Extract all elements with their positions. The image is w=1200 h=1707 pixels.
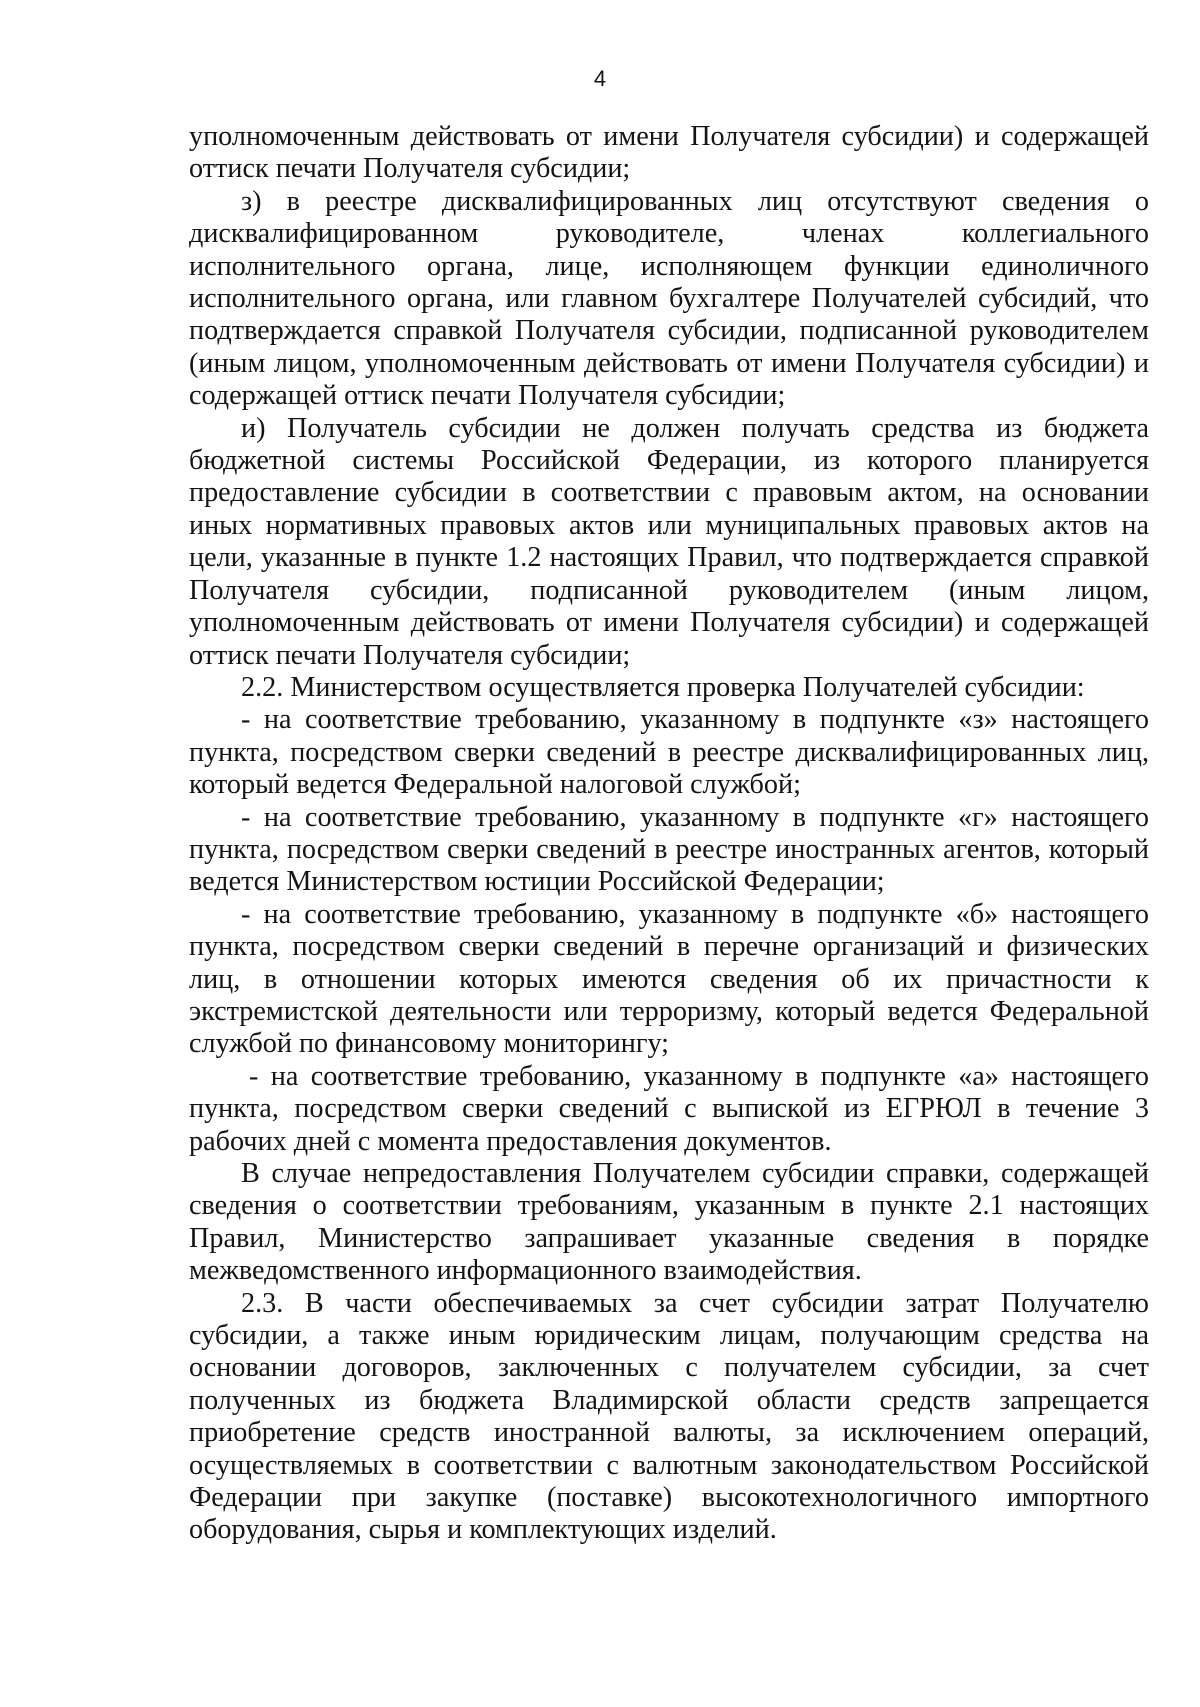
paragraph-section-2-2: 2.2. Министерством осуществляется проверка Получателей субсидии: [241, 671, 1085, 703]
paragraph-item-z: з) в реестре дисквалифицированных лиц отсутствуют сведения о дисквалифицированном руководителе, членах коллегиального исполнительного органа, лице, исполняющем функции единоличного исполнительного органа, или главном бухгалтере Получателей субсидий, что подтверждается справкой Получателя субсидии, подписанной руководителем (иным лицом, уполномоченным действовать от имени Получателя субсидии) и содержащей оттиск печати Получателя субсидии; [189, 185, 1149, 412]
paragraph-check-z: - на соответствие требованию, указанному в подпункте «з» настоящего пункта, посредством сверки сведений в реестре дисквалифицированных лиц, который ведется Федеральной налоговой службой; [189, 704, 1149, 801]
paragraph-check-g: - на соответствие требованию, указанному в подпункте «г» настоящего пункта, посредством сверки сведений в реестре иностранных агентов, который ведется Министерством юстиции Российской Федерации; [189, 801, 1149, 898]
document-body [189, 121, 1149, 1547]
paragraph-section-2-3: 2.3. В части обеспечиваемых за счет субсидии затрат Получателю субсидии, а также иным юридическим лицам, получающим средства на основании договоров, заключенных с получателем субсидии, за счет полученных из бюджета Владимирской области средств запрещается приобретение средств иностранной валюты, за исключением операций, осуществляемых в соответствии с валютным законодательством Российской Федерации при закупке (поставке) высокотехнологичного импортного оборудования, сырья и комплектующих изделий. [189, 1287, 1149, 1546]
paragraph-check-b: - на соответствие требованию, указанному в подпункте «б» настоящего пункта, посредством сверки сведений в перечне организаций и физических лиц, в отношении которых имеются сведения об их причастности к экстремистской деятельности или терроризму, который ведется Федеральной службой по финансовому мониторингу; [189, 898, 1149, 1060]
paragraph-item-i: и) Получатель субсидии не должен получать средства из бюджета бюджетной системы Российской Федерации, из которого планируется предоставление субсидии в соответствии с правовым актом, на основании иных нормативных правовых актов или муниципальных правовых актов на цели, указанные в пункте 1.2 настоящих Правил, что подтверждается справкой Получателя субсидии, подписанной руководителем (иным лицом, уполномоченным действовать от имени Получателя субсидии) и содержащей оттиск печати Получателя субсидии; [189, 412, 1149, 671]
paragraph-check-a: - на соответствие требованию, указанному в подпункте «а» настоящего пункта, посредством сверки сведений с выпиской из ЕГРЮЛ в течение 3 рабочих дней с момента предоставления документов. [189, 1060, 1149, 1157]
page-number: 4 [593, 66, 607, 91]
paragraph-continuation: уполномоченным действовать от имени Получателя субсидии) и содержащей оттиск печати Получателя субсидии; [189, 121, 1149, 185]
paragraph-nonsubmission: В случае непредоставления Получателем субсидии справки, содержащей сведения о соответствии требованиям, указанным в пункте 2.1 настоящих Правил, Министерство запрашивает указанные сведения в порядке межведомственного информационного взаимодействия. [189, 1158, 1149, 1287]
